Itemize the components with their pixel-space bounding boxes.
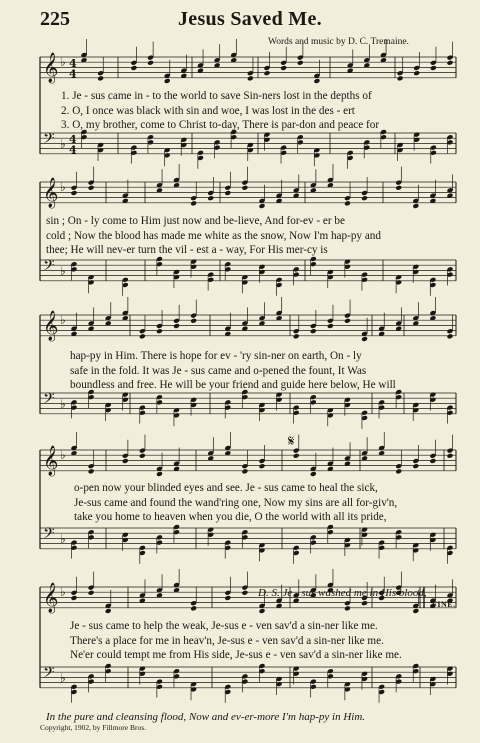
lyric-line: take you home to heaven when you die, O the world with all its pride, [74, 511, 387, 523]
note-head [327, 323, 334, 329]
note-head [190, 200, 197, 206]
note-head [259, 463, 266, 469]
lyric-line: hap-py in Him. There is hope for ev - 'ry sin-ner on earth, On - ly [70, 350, 362, 362]
note-head [447, 333, 454, 339]
note-head [430, 65, 437, 71]
note-head [264, 70, 271, 76]
refrain-lyric: In the pure and cleansing flood, Now and ev-er-more I'm hap-py in Him. [46, 711, 366, 723]
treble-clef-icon: 𝄞 [43, 311, 59, 341]
note-head [122, 458, 129, 464]
lyric-line: cold ; Now the blood has made me white as the snow, Now I'm hap-py and [46, 229, 381, 242]
note-head [447, 60, 454, 66]
bass-clef-icon: 𝄢 [43, 130, 55, 151]
flat-icon: ♭ [60, 55, 66, 69]
flat-icon: ♭ [60, 180, 66, 194]
note-head [395, 468, 402, 474]
lyric-line: thee; He will nev-er turn the vil - est a - way, For His mer-cy is [46, 244, 328, 256]
note-head [361, 336, 368, 342]
note-head [412, 463, 419, 469]
note-head [105, 608, 112, 614]
note-head [429, 458, 436, 464]
bass-clef-icon: 𝄢 [43, 390, 55, 411]
note-head [297, 60, 304, 66]
lyric-line: There's a place for me in heav'n, Je-sus e - ven sav'd a sin-ner like me. [70, 634, 384, 647]
treble-clef-icon: 𝄞 [43, 583, 59, 613]
note-head [310, 328, 317, 334]
note-head [88, 590, 95, 596]
note-head [139, 453, 146, 459]
note-head [139, 333, 146, 339]
flat-icon: ♭ [60, 313, 66, 327]
note-head [344, 605, 351, 611]
hymn-title: Jesus Saved Me. [178, 8, 322, 30]
lyric-line: Je-sus came and found the wand'ring one, Now my sins are all for-giv'n, [74, 496, 398, 509]
lyric-line: boundless and free. He will be your friend and guide here below, He will [70, 379, 396, 391]
time-signature: 4 [69, 57, 77, 70]
note-head [259, 608, 266, 614]
note-head [361, 600, 368, 606]
system-5-lyrics [70, 619, 402, 663]
system-4-lyrics [74, 481, 397, 525]
lyric-line: sin ; On - ly come to Him just now and be-lieve, And for-ev - er be [46, 215, 345, 227]
note-head [361, 195, 368, 201]
note-head [247, 75, 254, 81]
note-head [259, 203, 266, 209]
note-head [190, 605, 197, 611]
note-head [395, 185, 402, 191]
note-head [88, 185, 95, 191]
note-head [241, 185, 248, 191]
lyric-line: 2. O, I once was black with sin and woe, I was lost in the des - ert [61, 104, 355, 117]
note-head [447, 453, 454, 459]
ds-refrain-start: D. S. Je - sus washed me in His blood, [258, 587, 427, 599]
segno-icon: 𝄋 [288, 432, 295, 450]
lyric-line: Je - sus came to help the weak, Je-sus e - ven sav'd a sin-ner like me. [70, 620, 378, 632]
note-head [241, 590, 248, 596]
note-head [310, 471, 317, 477]
note-head [88, 468, 95, 474]
note-head [71, 190, 78, 196]
system-2-lyrics [46, 214, 381, 258]
note-head [293, 453, 300, 459]
note-head [156, 328, 163, 334]
lyric-line: 3. O, my brother, come to Christ to-day, There is par-don and peace for [61, 119, 380, 131]
time-signature: 4 [69, 133, 77, 146]
system-1-lyrics [61, 89, 379, 133]
lyric-line: Ne'er could tempt me from His side, Je-sus e - ven sav'd a sin-ner like me. [70, 649, 402, 661]
flat-icon: ♭ [60, 397, 66, 411]
note-head [164, 78, 171, 84]
lyric-line: 1. Je - sus came in - to the world to save Sin-ners lost in the depths of [61, 90, 372, 102]
lyric-line: o-pen now your blinded eyes and see. Je - sus came to heal the sick, [74, 482, 378, 494]
note-head [224, 595, 231, 601]
note-head [280, 65, 287, 71]
time-signature: 4 [69, 143, 77, 157]
flat-icon: ♭ [60, 448, 66, 462]
note-head [147, 60, 154, 66]
lyric-line: safe in the fold. It was Je - sus came and o-pened the fount, It Was [70, 364, 367, 377]
note-head [173, 323, 180, 329]
note-head [413, 70, 420, 76]
note-head [71, 595, 78, 601]
copyright-notice: Copyright, 1902, by Fillmore Bros. [40, 723, 147, 732]
credit-line: Words and music by D. C. Tremaine. [268, 37, 409, 47]
note-head [130, 65, 137, 71]
hymn-number: 225 [40, 8, 70, 30]
note-head [313, 78, 320, 84]
flat-icon: ♭ [60, 671, 66, 685]
note-head [97, 75, 104, 81]
treble-clef-icon: 𝄞 [43, 446, 59, 476]
flat-icon: ♭ [60, 585, 66, 599]
note-head [397, 75, 404, 81]
flat-icon: ♭ [60, 264, 66, 278]
note-head [412, 203, 419, 209]
note-head [190, 318, 197, 324]
treble-clef-icon: 𝄞 [43, 178, 59, 208]
fine-marker: FINE. [432, 600, 456, 609]
system-3-lyrics [70, 349, 396, 393]
note-head [344, 318, 351, 324]
note-head [156, 471, 163, 477]
flat-icon: ♭ [60, 532, 66, 546]
note-head [293, 333, 300, 339]
bass-clef-icon: 𝄢 [43, 664, 55, 685]
flat-icon: ♭ [60, 137, 66, 151]
time-signature: 4 [69, 67, 77, 81]
bass-clef-icon: 𝄢 [43, 257, 55, 278]
note-head [241, 468, 248, 474]
note-head [224, 190, 231, 196]
note-head [207, 195, 214, 201]
note-head [412, 608, 419, 614]
bass-clef-icon: 𝄢 [43, 525, 55, 546]
note-head [344, 200, 351, 206]
treble-clef-icon: 𝄞 [43, 53, 59, 83]
